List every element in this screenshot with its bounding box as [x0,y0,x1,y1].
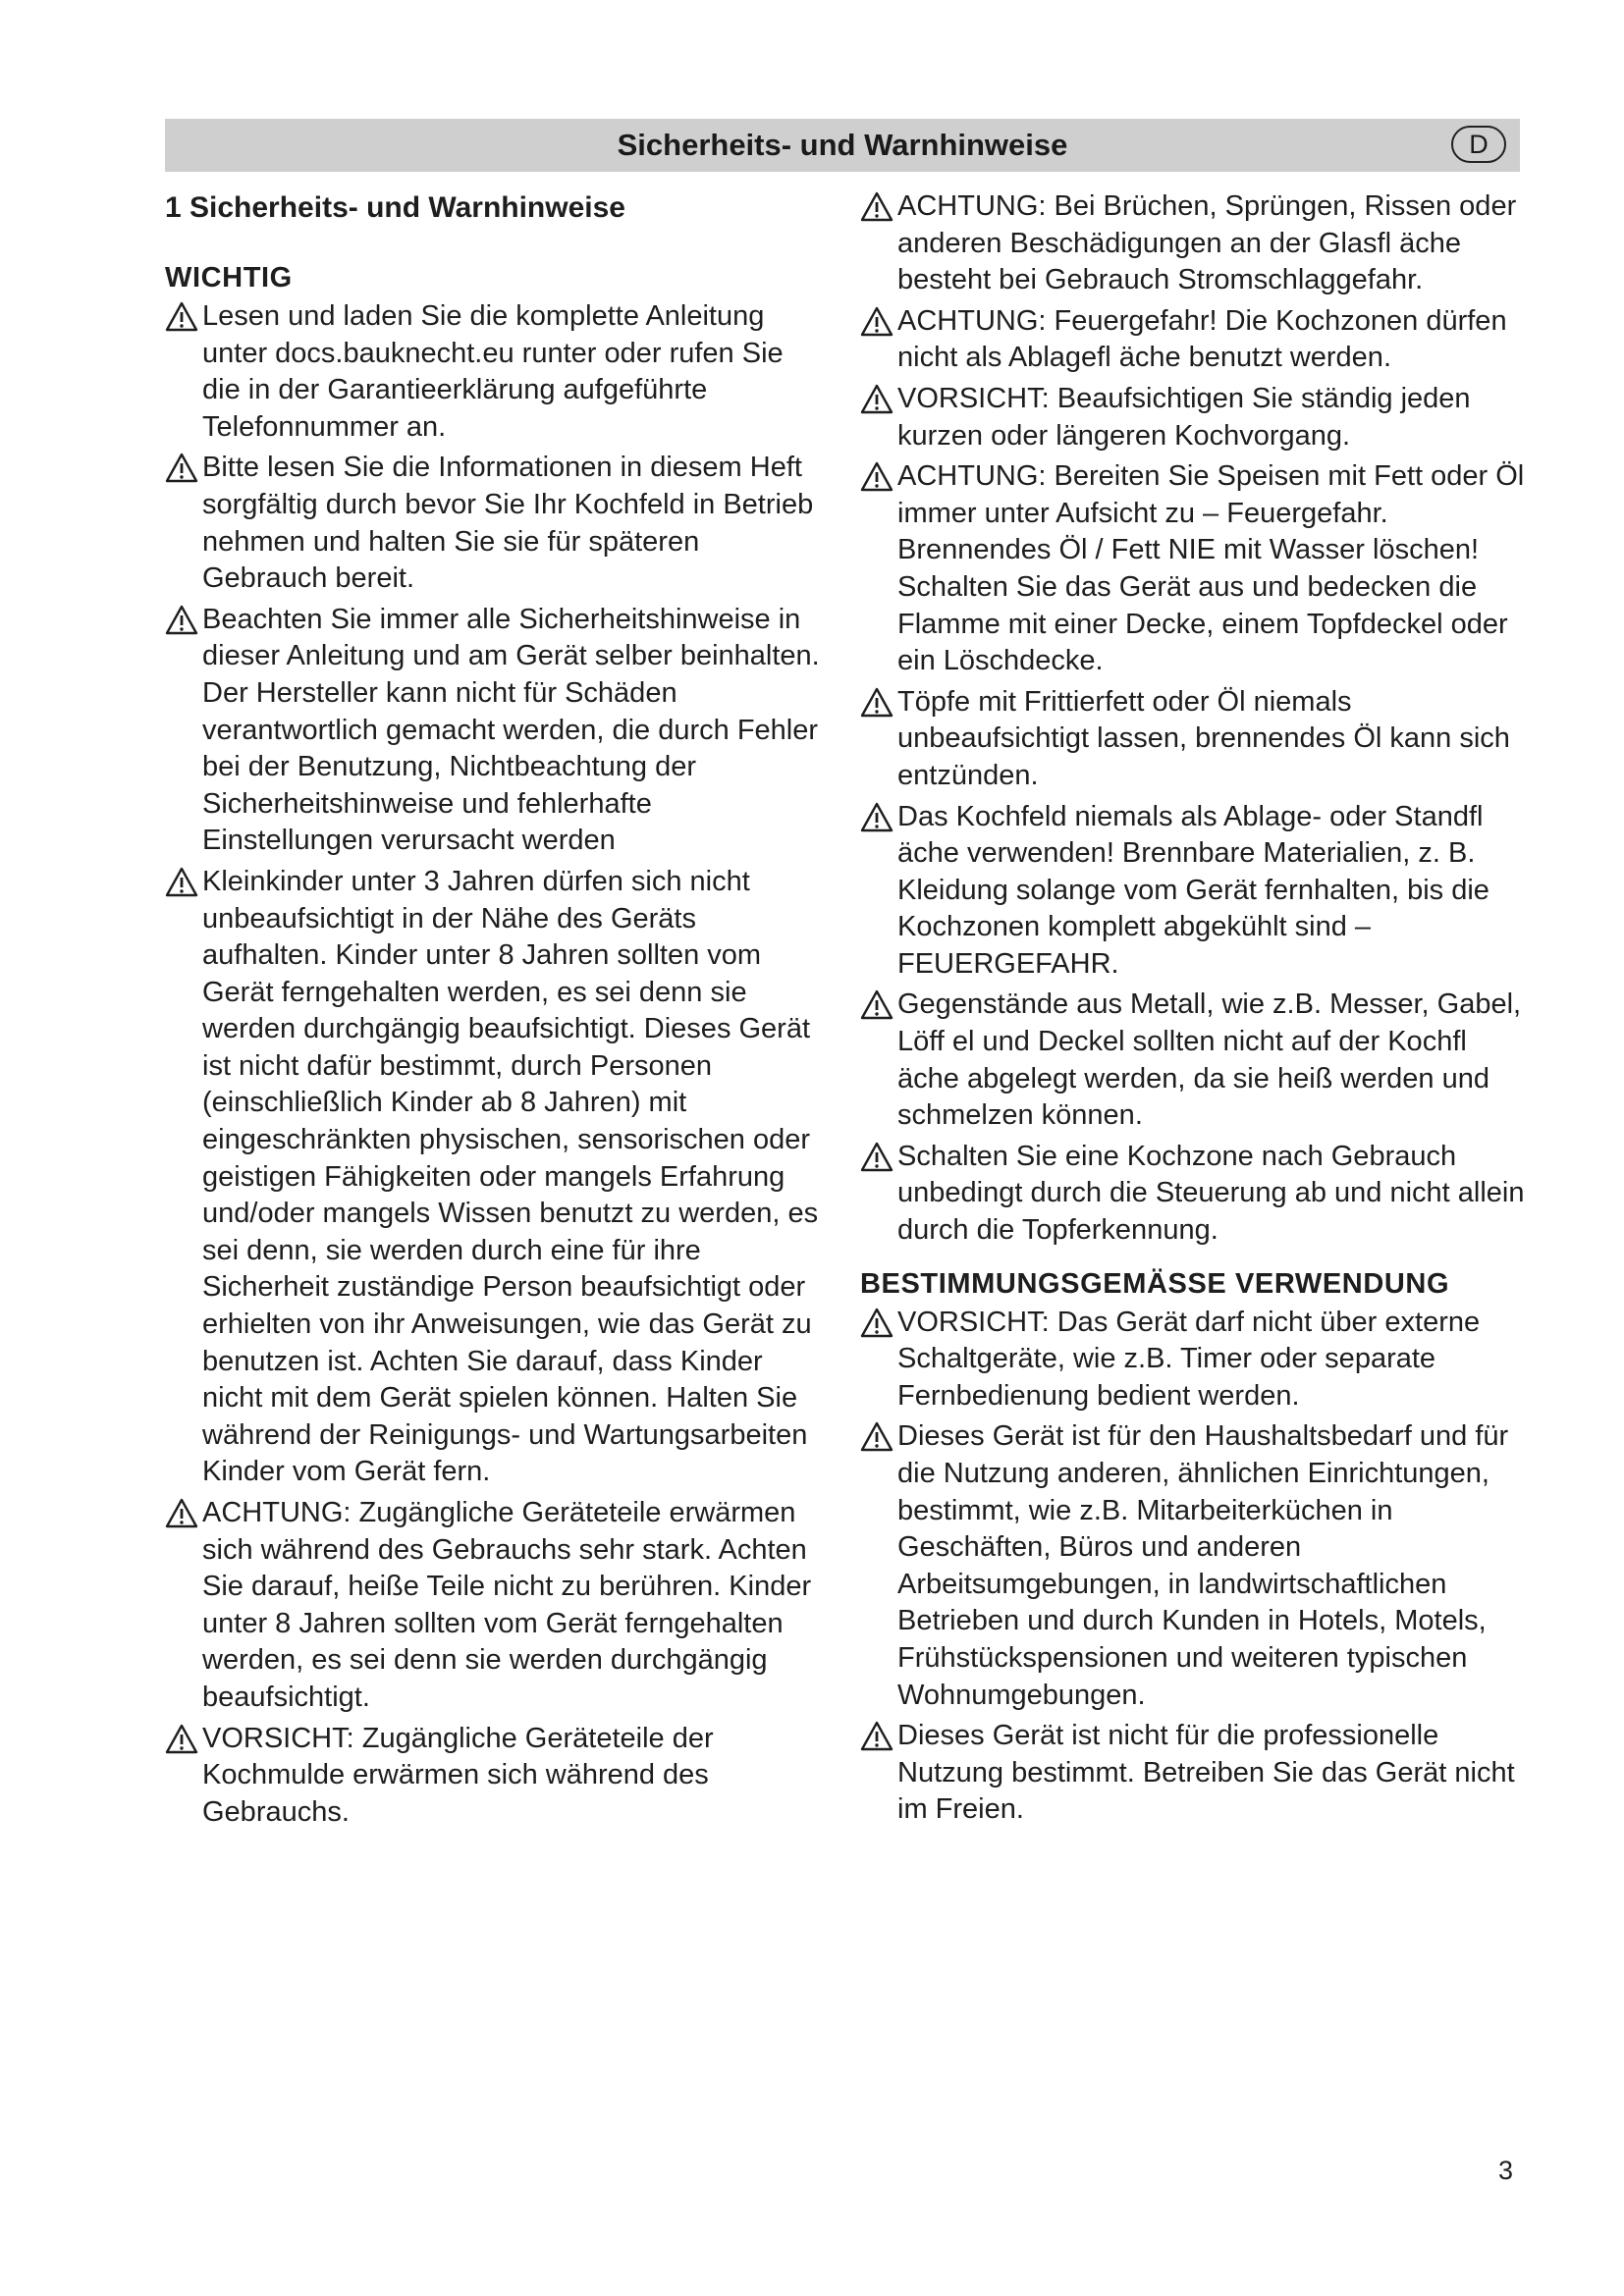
warning-triangle-icon [860,1308,893,1338]
warning-text: Beachten Sie immer alle Sicherheitshinweise in dieser Anleitung und am Gerät selber beinhalten. Der Hersteller kann nicht für Schäden verantwortlich gemacht werden, die durch Fehler bei der Benutzung, Nichtbeachtung der Sicherheitshinweise und fehlerhafte Einstellungen verursacht werden [202,603,820,857]
warning-item [860,1139,1528,1250]
warning-item [860,1305,1528,1415]
warning-item [860,684,1528,795]
right-warning-list [860,188,1528,1250]
warning-triangle-icon [165,301,198,332]
warning-triangle-icon [860,687,893,718]
warning-item [165,450,828,597]
warning-triangle-icon [165,1724,198,1754]
warning-triangle-icon [165,867,198,897]
left-column [165,188,828,1835]
warning-triangle-icon [165,453,198,483]
header-title: Sicherheits- und Warnhinweise [617,128,1068,162]
warning-item [860,987,1528,1134]
warning-item [860,799,1528,984]
language-badge: D [1451,126,1506,163]
warning-item [860,458,1528,680]
header-bar [165,119,1520,172]
left-warning-list [165,298,828,1831]
warning-text: Das Kochfeld niemals als Ablage- oder Standfl äche verwenden! Brennbare Materialien, z. B. Kleidung solange vom Gerät fernhalten, bis die Kochzonen komplett abgekühlt sind – FEUERGEFAHR. [897,800,1489,980]
warning-text: ACHTUNG: Zugängliche Geräteteile erwärmen sich während des Gebrauchs sehr stark. Achten Sie darauf, heiße Teile nicht zu berühren. Kinder unter 8 Jahren sollten vom Gerät ferngehalten werden, es sei denn sie werden durchgängig beaufsichtigt. [202,1497,812,1713]
warning-item [860,1718,1528,1829]
warning-text: Töpfe mit Frittierfett oder Öl niemals unbeaufsichtigt lassen, brennendes Öl kann sich entzünden. [897,685,1510,791]
warning-item [165,1495,828,1717]
warning-text: Dieses Gerät ist für den Haushaltsbedarf und für die Nutzung anderen, ähnlichen Einrichtungen, bestimmt, wie z.B. Mitarbeiterküchen in Geschäften, Büros und anderen Arbeitsumgebungen, in landwirtschaftlichen Betrieben und durch Kunden in Hotels, Motels, Frühstückspensionen und weiteren typischen Wohnumgebungen. [897,1420,1509,1711]
warning-item [860,381,1528,454]
warning-text: Bitte lesen Sie die Informationen in diesem Heft sorgfältig durch bevor Sie Ihr Kochfeld in Betrieb nehmen und halten Sie sie für späteren Gebrauch bereit. [202,452,814,595]
warning-item [165,1721,828,1832]
warning-text: Lesen und laden Sie die komplette Anleitung unter docs.bauknecht.eu runter oder rufen Sie die in der Garantieerklärung aufgeführte Telefonnummer an. [202,300,784,443]
warning-triangle-icon [860,989,893,1020]
warning-triangle-icon [860,461,893,492]
warning-triangle-icon [165,605,198,635]
subhead-wichtig: WICHTIG [165,262,293,294]
warning-item [860,303,1528,377]
warning-item [165,864,828,1491]
warning-text: VORSICHT: Beaufsichtigen Sie ständig jeden kurzen oder längeren Kochvorgang. [897,382,1471,452]
warning-triangle-icon [860,1421,893,1452]
warning-triangle-icon [165,1498,198,1528]
warning-triangle-icon [860,802,893,832]
warning-text: Dieses Gerät ist nicht für die professionelle Nutzung bestimmt. Betreiben Sie das Gerät nicht im Freien. [897,1720,1515,1826]
warning-triangle-icon [860,191,893,222]
warning-text: VORSICHT: Das Gerät darf nicht über externe Schaltgeräte, wie z.B. Timer oder separate Fernbedienung bedient werden. [897,1306,1481,1412]
warning-text: Gegenstände aus Metall, wie z.B. Messer, Gabel, Löff el und Deckel sollten nicht auf der Kochfl äche abgelegt werden, da sie heiß werden und schmelzen können. [897,988,1522,1132]
warning-triangle-icon [860,306,893,337]
warning-item [165,298,828,446]
warning-triangle-icon [860,384,893,414]
warning-item [860,1418,1528,1714]
intended-use-list [860,1305,1528,1829]
subhead-bestimmungsgemaesse-verwendung: BESTIMMUNGSGEMÄSSE VERWENDUNG [860,1267,1450,1300]
section-title: 1 Sicherheits- und Warnhinweise [165,191,625,224]
page-number: 3 [1498,2156,1514,2185]
warning-triangle-icon [860,1142,893,1172]
warning-text: Schalten Sie eine Kochzone nach Gebrauch unbedingt durch die Steuerung ab und nicht allein durch die Topferkennung. [897,1140,1525,1247]
warning-text: Kleinkinder unter 3 Jahren dürfen sich nicht unbeaufsichtigt in der Nähe des Geräts aufhalten. Kinder unter 8 Jahren sollten vom Gerät ferngehalten werden, es sei denn sie werden durchgängig beaufsichtigt. Dieses Gerät ist nicht dafür bestimmt, durch Personen (einschließlich Kinder ab 8 Jahren) mit eingeschränkten physischen, sensorischen oder geistigen Fähigkeiten oder mangels Erfahrung und/oder mangels Wissen benutzt zu werden, es sei denn, sie werden durch eine für ihre Sicherheit zuständige Person beaufsichtigt oder erhielten von ihr Anweisungen, wie das Gerät zu benutzen ist. Achten Sie darauf, dass Kinder nicht mit dem Gerät spielen können. Halten Sie während der Reinigungs- und Wartungsarbeiten Kinder vom Gerät fern. [202,865,819,1488]
warning-text: ACHTUNG: Feuergefahr! Die Kochzonen dürfen nicht als Ablagefl äche benutzt werden. [897,304,1507,374]
warning-text: VORSICHT: Zugängliche Geräteteile der Kochmulde erwärmen sich während des Gebrauchs. [202,1722,714,1828]
warning-text: ACHTUNG: Bei Brüchen, Sprüngen, Rissen oder anderen Beschädigungen an der Glasfl äche besteht bei Gebrauch Stromschlaggefahr. [897,190,1517,296]
warning-item [165,602,828,860]
right-column [860,188,1528,1833]
warning-triangle-icon [860,1721,893,1751]
warning-text: ACHTUNG: Bereiten Sie Speisen mit Fett oder Öl immer unter Aufsicht zu – Feuergefahr. Brennendes Öl / Fett NIE mit Wasser löschen! Schalten Sie das Gerät aus und bedecken die Flamme mit einer Decke, einem Topfdeckel oder ein Löschdecke. [897,460,1525,677]
warning-item [860,188,1528,299]
